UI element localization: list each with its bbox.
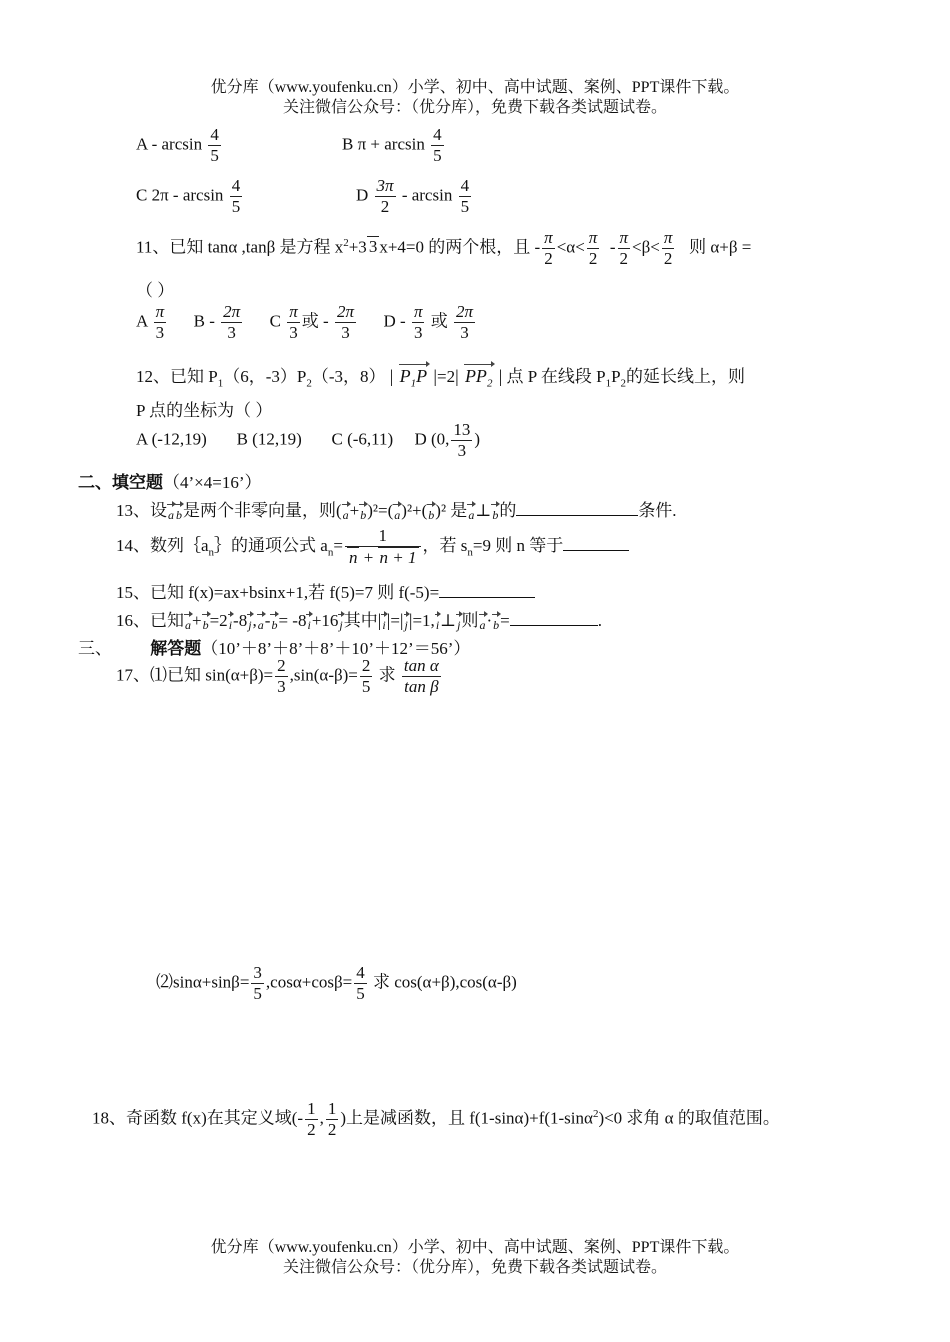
q13: 13、设a b是两个非零向量，则(a+b)²=(a)²+(b)² 是a⊥b的 条件. [116,501,677,522]
vector-pp2: $PP_2$ [464,366,493,390]
q11-paren: （ ） [136,281,175,300]
q14-answer-blank[interactable] [563,534,629,551]
q10-option-d: D $\frac{3\pi}{2}$ - arcsin $\frac{4}{5}$ [356,176,470,216]
q17-part2: ⑵sinα+sinβ= $\frac{3}{5}$ ,cosα+cosβ= $\frac{4}{5}$ 求 cos(α+β),cos(α-β) [156,963,517,1003]
q14: 14、数列$\{a_n\}$的通项公式 $a_n=$ $\frac{1}{n + n + 1}$ ，若 $s_n=9$ 则 n 等于 [116,526,629,568]
q15-answer-blank[interactable] [439,581,535,598]
q11-stem: 11、已知 tanα ,tanβ 是方程 $x^2+3$ 3 x+4=0 的两个根，且 - $\frac{\pi}{2}$ <α< $\frac{\pi}{2}$ - $\frac{\pi}{2}$ <β< $\frac{\pi}{2}$ 则 α+β = [136,228,752,268]
q12-line2: P 点的坐标为（ ） [136,401,273,420]
footer-line-1: 优分库（www.youfenku.cn）小学、初中、高中试题、案例、PPT课件下载。 [210,1239,740,1256]
header-line-2: 关注微信公众号：（优分库），免费下载各类试题试卷。 [282,99,667,116]
q11-options: A $\frac{\pi}{3}$ B - $\frac{2\pi}{3}$ C $\frac{\pi}{3}$ 或 - $\frac{2\pi}{3}$ D - $\frac{\pi}{3}$ 或 $\frac{2\pi}{3}$ [136,302,473,342]
q16-answer-blank[interactable] [510,609,598,626]
q10-option-c: C 2π - arcsin $\frac{4}{5}$ [136,176,241,216]
section-3-title: 三、 解答题（10’＋8’＋8’＋8’＋10’＋12’＝56’） [78,639,471,658]
footer-line-2: 关注微信公众号：（优分库），免费下载各类试题试卷。 [282,1259,667,1276]
q12-options: A (-12,19) B (12,19) C (-6,11) D (0, $\frac{13}{3}$ ) [136,420,481,460]
q15: 15、已知 f(x)=ax+bsinx+1,若 f(5)=7 则 f(-5)= [116,578,535,603]
q16: 16、已知a+b=2i-8j,a-b= -8i+16j其中|i|=|j|=1,i⊥j则a·b= . [116,610,603,632]
section-2-title: 二、填空题（4’×4=16’） [78,473,262,492]
vector-p1p: $P_1P$ [399,366,428,390]
sqrt-symbol: 3 [368,237,378,257]
q17-part1: 17、⑴已知 sin(α+β)= $\frac{2}{3}$ ,sin(α-β)= $\frac{2}{5}$ 求 $\frac{\text{tan α}}{\text{tan β}}$ [116,656,439,696]
q12-stem: 12、已知 $P_1(6$，$-3)P_2(-3$，8） | $P_1P$ |=2| $PP_2$ | 点 P 在线段 $P_1P_2$的延长线上，则 [136,366,746,390]
q10-option-b: B π + arcsin $\frac{4}{5}$ [342,125,442,165]
q13-answer-blank[interactable] [516,499,638,516]
q18: 18、奇函数 f(x)在其定义域(- $\frac{1}{2}$ , $\frac{1}{2}$ )上是减函数，且 f(1-sinα)+f(1-sinα$^2$)<0 求角 α 的取值范围。 [92,1099,780,1139]
header-line-1: 优分库（www.youfenku.cn）小学、初中、高中试题、案例、PPT课件下载。 [210,79,740,96]
q10-option-a: A - arcsin $\frac{4}{5}$ [136,125,219,165]
